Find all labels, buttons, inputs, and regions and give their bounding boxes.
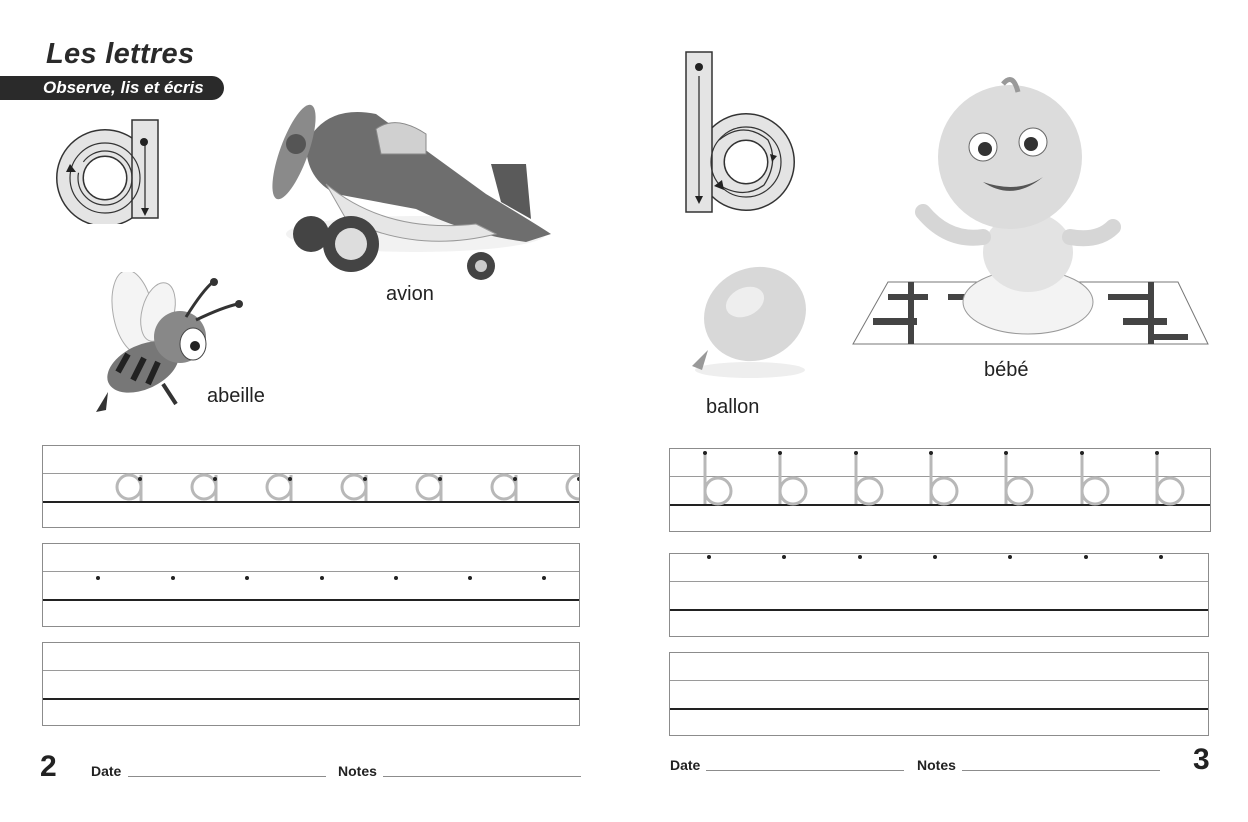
tracing-block-b xyxy=(669,448,1211,532)
word-abeille: abeille xyxy=(207,385,265,407)
practice-block-dots-a xyxy=(42,543,580,627)
date-line-right[interactable] xyxy=(706,770,904,771)
practice-block-blank-a xyxy=(42,642,580,726)
letter-a-model xyxy=(50,114,166,224)
start-dot xyxy=(542,576,546,580)
notes-line-right[interactable] xyxy=(962,770,1160,771)
start-dot xyxy=(707,555,711,559)
start-dot xyxy=(171,576,175,580)
baby-illustration xyxy=(848,72,1213,347)
start-dot xyxy=(320,576,324,580)
date-line-left[interactable] xyxy=(128,776,326,777)
start-dot xyxy=(1008,555,1012,559)
start-dot xyxy=(1084,555,1088,559)
start-dot xyxy=(468,576,472,580)
start-dot xyxy=(245,576,249,580)
notes-label-left: Notes xyxy=(338,763,377,779)
page-title: Les lettres xyxy=(46,38,195,70)
notes-label-right: Notes xyxy=(917,757,956,773)
start-dot xyxy=(394,576,398,580)
page-number-right: 3 xyxy=(1193,743,1210,776)
balloon-illustration xyxy=(680,262,810,380)
word-ballon: ballon xyxy=(706,396,760,418)
start-dot xyxy=(1159,555,1163,559)
date-label-left: Date xyxy=(91,763,122,779)
word-avion: avion xyxy=(386,283,434,305)
word-bebe: bébé xyxy=(984,359,1029,381)
practice-block-dots-b xyxy=(669,553,1209,637)
airplane-illustration xyxy=(266,84,556,284)
start-dot xyxy=(96,576,100,580)
letter-b-model xyxy=(684,50,796,216)
instruction-text: Observe, lis et écris xyxy=(43,78,204,97)
date-label-right: Date xyxy=(670,757,701,773)
practice-block-blank-b xyxy=(669,652,1209,736)
traced-letters-b xyxy=(670,449,1210,531)
start-dot xyxy=(858,555,862,559)
instruction-banner xyxy=(0,76,224,100)
notes-line-left[interactable] xyxy=(383,776,581,777)
start-dot xyxy=(782,555,786,559)
tracing-block-a xyxy=(42,445,580,528)
start-dot xyxy=(933,555,937,559)
page-number-left: 2 xyxy=(40,750,57,783)
traced-letters-a xyxy=(43,446,579,528)
